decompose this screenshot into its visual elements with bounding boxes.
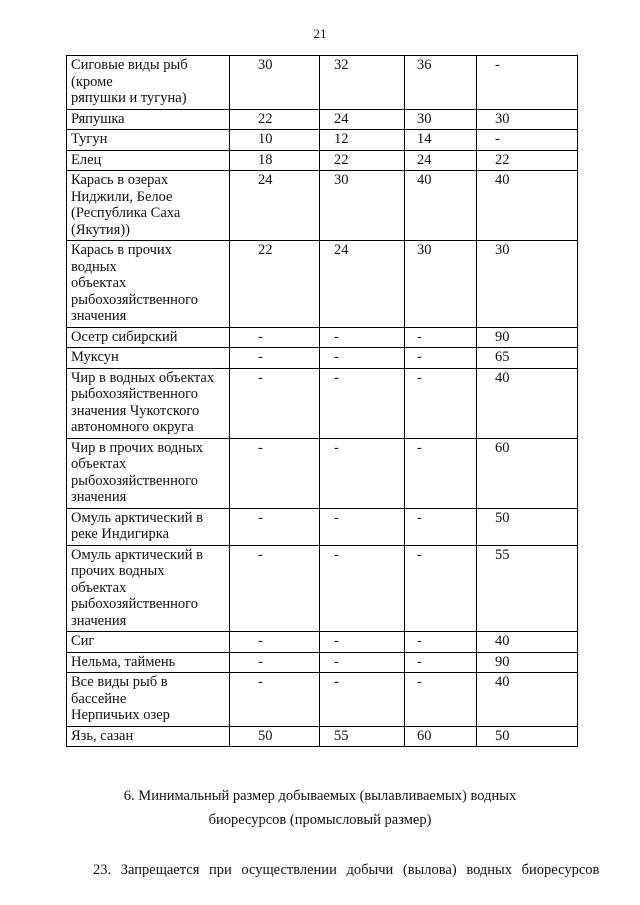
section-heading-line-1: 6. Минимальный размер добываемых (вылавливаемых) водных (123, 788, 517, 804)
table-row (67, 171, 578, 241)
size-value-cell (230, 327, 320, 348)
size-value-cell (230, 109, 320, 130)
table-row (67, 56, 578, 110)
size-value: 40 (495, 633, 510, 649)
species-name-line: Язь, сазан (71, 727, 134, 744)
species-name-line: ряпушки и тугуна) (71, 90, 187, 106)
species-name-cell (67, 508, 230, 545)
size-value: - (258, 633, 263, 649)
species-name-line: Сиговые виды рыб (71, 57, 188, 73)
size-value: 60 (417, 727, 432, 744)
size-value: - (417, 509, 422, 526)
size-value-cell (477, 652, 578, 673)
size-value: - (417, 369, 422, 386)
table-row (67, 673, 578, 727)
size-value-cell (405, 673, 477, 727)
species-name-cell (67, 545, 230, 632)
size-value: 40 (495, 674, 510, 690)
size-value: 24 (417, 151, 432, 168)
size-value: 14 (417, 131, 432, 147)
size-value-cell (477, 368, 578, 438)
size-value-cell (477, 171, 578, 241)
size-value-cell (320, 673, 405, 727)
species-name-cell (67, 348, 230, 369)
size-value: 32 (334, 57, 349, 73)
size-value: 22 (334, 151, 349, 168)
size-value: - (495, 57, 500, 73)
size-value-cell (320, 726, 405, 747)
size-value-cell (230, 673, 320, 727)
size-value-cell (405, 368, 477, 438)
size-value: - (417, 439, 422, 456)
size-value: - (417, 674, 422, 690)
size-value: - (417, 546, 422, 563)
size-value-cell (477, 438, 578, 508)
size-value: - (417, 653, 422, 670)
size-value-cell (405, 241, 477, 328)
size-value-cell (320, 130, 405, 151)
size-value-cell (477, 241, 578, 328)
species-name-line: объектах (71, 275, 127, 291)
size-value-cell (405, 545, 477, 632)
size-value: - (258, 653, 263, 670)
size-value: 90 (495, 328, 510, 345)
size-value: 18 (258, 151, 273, 168)
species-name-line: (Республика Саха (71, 205, 181, 221)
species-name-line: рыбохозяйственного (71, 596, 198, 612)
size-value-cell (320, 150, 405, 171)
species-name-cell (67, 241, 230, 328)
size-value: - (417, 349, 422, 365)
size-value: - (258, 328, 263, 345)
size-value-cell (230, 652, 320, 673)
size-value-cell (230, 368, 320, 438)
size-value-cell (230, 56, 320, 110)
size-value-cell (405, 56, 477, 110)
species-name-line: бассейне (71, 690, 127, 707)
size-value-cell (320, 56, 405, 110)
size-value-cell (477, 130, 578, 151)
species-name-line: объектах (71, 579, 127, 596)
table-row (67, 632, 578, 653)
size-value: 40 (495, 369, 510, 386)
size-value-cell (230, 348, 320, 369)
species-name-cell (67, 109, 230, 130)
species-name-line: Омуль арктический в (71, 546, 203, 563)
species-name-line: Елец (71, 151, 102, 168)
size-value: - (334, 369, 339, 386)
size-value-cell (230, 171, 320, 241)
species-name-line: Муксун (71, 349, 119, 365)
size-value-cell (477, 632, 578, 653)
size-value: 50 (495, 509, 510, 526)
size-value: - (334, 439, 339, 456)
size-value-cell (477, 545, 578, 632)
size-value-cell (477, 327, 578, 348)
species-name-line: значения (71, 489, 127, 505)
species-name-line: Карась в озерах (71, 172, 169, 188)
table-row (67, 109, 578, 130)
size-value-cell (320, 632, 405, 653)
species-name-cell (67, 327, 230, 348)
size-value-cell (405, 150, 477, 171)
table-row (67, 130, 578, 151)
size-value-cell (477, 109, 578, 130)
size-value-cell (405, 508, 477, 545)
size-value-cell (320, 652, 405, 673)
species-name-line: Нерпичьих озер (71, 707, 170, 723)
size-value: 36 (417, 57, 432, 73)
species-name-cell (67, 438, 230, 508)
size-value: 10 (258, 131, 273, 147)
size-value: 30 (334, 172, 349, 188)
size-value: - (258, 674, 263, 690)
size-value: - (495, 131, 500, 147)
size-value: - (334, 328, 339, 345)
size-value-cell (477, 150, 578, 171)
species-name-line: (Якутия)) (71, 221, 131, 238)
size-value-cell (477, 348, 578, 369)
size-value-cell (405, 130, 477, 151)
species-name-line: прочих водных (71, 563, 165, 579)
size-value-cell (405, 327, 477, 348)
size-value: - (334, 546, 339, 563)
size-value-cell (320, 438, 405, 508)
species-name-cell (67, 171, 230, 241)
size-value: 65 (495, 349, 510, 365)
species-name-line: Чир в прочих водных (71, 439, 204, 456)
species-name-line: объектах (71, 456, 127, 472)
size-value-cell (477, 673, 578, 727)
size-value-cell (230, 150, 320, 171)
table-row (67, 150, 578, 171)
size-value: 30 (258, 57, 273, 73)
species-name-cell (67, 652, 230, 673)
size-value: - (334, 674, 339, 690)
species-name-cell (67, 56, 230, 110)
species-name-line: значения (71, 612, 127, 629)
species-name-cell (67, 673, 230, 727)
size-value: 30 (417, 110, 432, 127)
species-name-line: Тугун (71, 131, 108, 147)
size-value: 50 (495, 727, 510, 744)
size-value: 30 (495, 242, 510, 258)
species-name-cell (67, 726, 230, 747)
species-name-line: Ряпушка (71, 110, 125, 127)
size-value-cell (320, 545, 405, 632)
size-value: - (334, 509, 339, 526)
size-value: 22 (495, 151, 510, 168)
size-value-cell (477, 56, 578, 110)
species-name-line: Нельма, таймень (71, 653, 176, 670)
size-value: 24 (334, 110, 349, 127)
table-row (67, 438, 578, 508)
size-value: - (334, 653, 339, 670)
page-number: 21 (313, 26, 327, 41)
size-value-cell (405, 109, 477, 130)
size-value: 24 (258, 172, 273, 188)
species-name-line: Ниджили, Белое (71, 188, 173, 205)
size-value: 30 (495, 110, 510, 127)
size-value: 55 (334, 727, 349, 744)
size-value-cell (320, 327, 405, 348)
species-name-line: рыбохозяйственного (71, 472, 198, 489)
size-value: 24 (334, 242, 349, 258)
size-value-cell (405, 438, 477, 508)
size-value: 40 (417, 172, 432, 188)
table-row (67, 545, 578, 632)
species-name-line: водных (71, 258, 117, 275)
size-value: 12 (334, 131, 349, 147)
size-value-cell (405, 632, 477, 653)
size-value: - (417, 633, 422, 649)
size-value-cell (405, 726, 477, 747)
table-row (67, 241, 578, 328)
size-value: - (258, 546, 263, 563)
size-value-cell (230, 508, 320, 545)
species-name-line: Осетр сибирский (71, 328, 178, 345)
table-row (67, 508, 578, 545)
species-name-line: Карась в прочих (71, 242, 172, 258)
size-value-cell (405, 171, 477, 241)
species-name-line: рыбохозяйственного (71, 291, 198, 308)
size-value: 22 (258, 242, 273, 258)
size-value: 90 (495, 653, 510, 670)
size-value: - (334, 633, 339, 649)
size-value: 40 (495, 172, 510, 188)
size-value-cell (477, 726, 578, 747)
table-row (67, 327, 578, 348)
species-name-line: автономного округа (71, 419, 194, 435)
table-row (67, 368, 578, 438)
size-value-cell (230, 726, 320, 747)
size-value-cell (405, 348, 477, 369)
size-value-cell (477, 508, 578, 545)
size-value: - (258, 439, 263, 456)
size-value: 60 (495, 439, 510, 456)
species-name-cell (67, 130, 230, 151)
size-value-cell (320, 348, 405, 369)
species-name-line: значения Чукотского (71, 402, 200, 419)
species-name-cell (67, 150, 230, 171)
table-row (67, 652, 578, 673)
section-heading-line-2: биоресурсов (промысловый размер) (208, 812, 432, 828)
size-value-cell (230, 545, 320, 632)
size-value: - (417, 328, 422, 345)
species-name-line: Омуль арктический в (71, 509, 203, 526)
size-value-cell (230, 241, 320, 328)
size-value: 50 (258, 727, 273, 744)
size-value-cell (320, 109, 405, 130)
species-name-line: Все виды рыб в (71, 674, 168, 690)
table-row (67, 348, 578, 369)
size-value: - (334, 349, 339, 365)
size-value: - (258, 349, 263, 365)
size-value: 30 (417, 242, 432, 258)
species-name-line: Сиг (71, 633, 95, 649)
species-name-line: рыбохозяйственного (71, 386, 198, 402)
species-name-line: Чир в водных объектах (71, 369, 215, 386)
size-value-cell (320, 171, 405, 241)
species-name-line: (кроме (71, 73, 113, 90)
size-value: 55 (495, 546, 510, 563)
size-value-cell (230, 438, 320, 508)
size-value: - (258, 369, 263, 386)
size-value-cell (320, 241, 405, 328)
table-row (67, 726, 578, 747)
size-value-cell (230, 130, 320, 151)
size-value-cell (230, 632, 320, 653)
species-name-cell (67, 632, 230, 653)
species-name-cell (67, 368, 230, 438)
size-value-cell (405, 652, 477, 673)
paragraph-23: 23. Запрещается при осуществлении добычи (вылова) водных биоресурсов (93, 862, 600, 878)
size-value-cell (320, 368, 405, 438)
fish-size-table (66, 55, 578, 747)
species-name-line: значения (71, 308, 127, 324)
species-name-line: реке Индигирка (71, 526, 170, 542)
size-value-cell (320, 508, 405, 545)
size-value: - (258, 509, 263, 526)
size-value: 22 (258, 110, 273, 127)
